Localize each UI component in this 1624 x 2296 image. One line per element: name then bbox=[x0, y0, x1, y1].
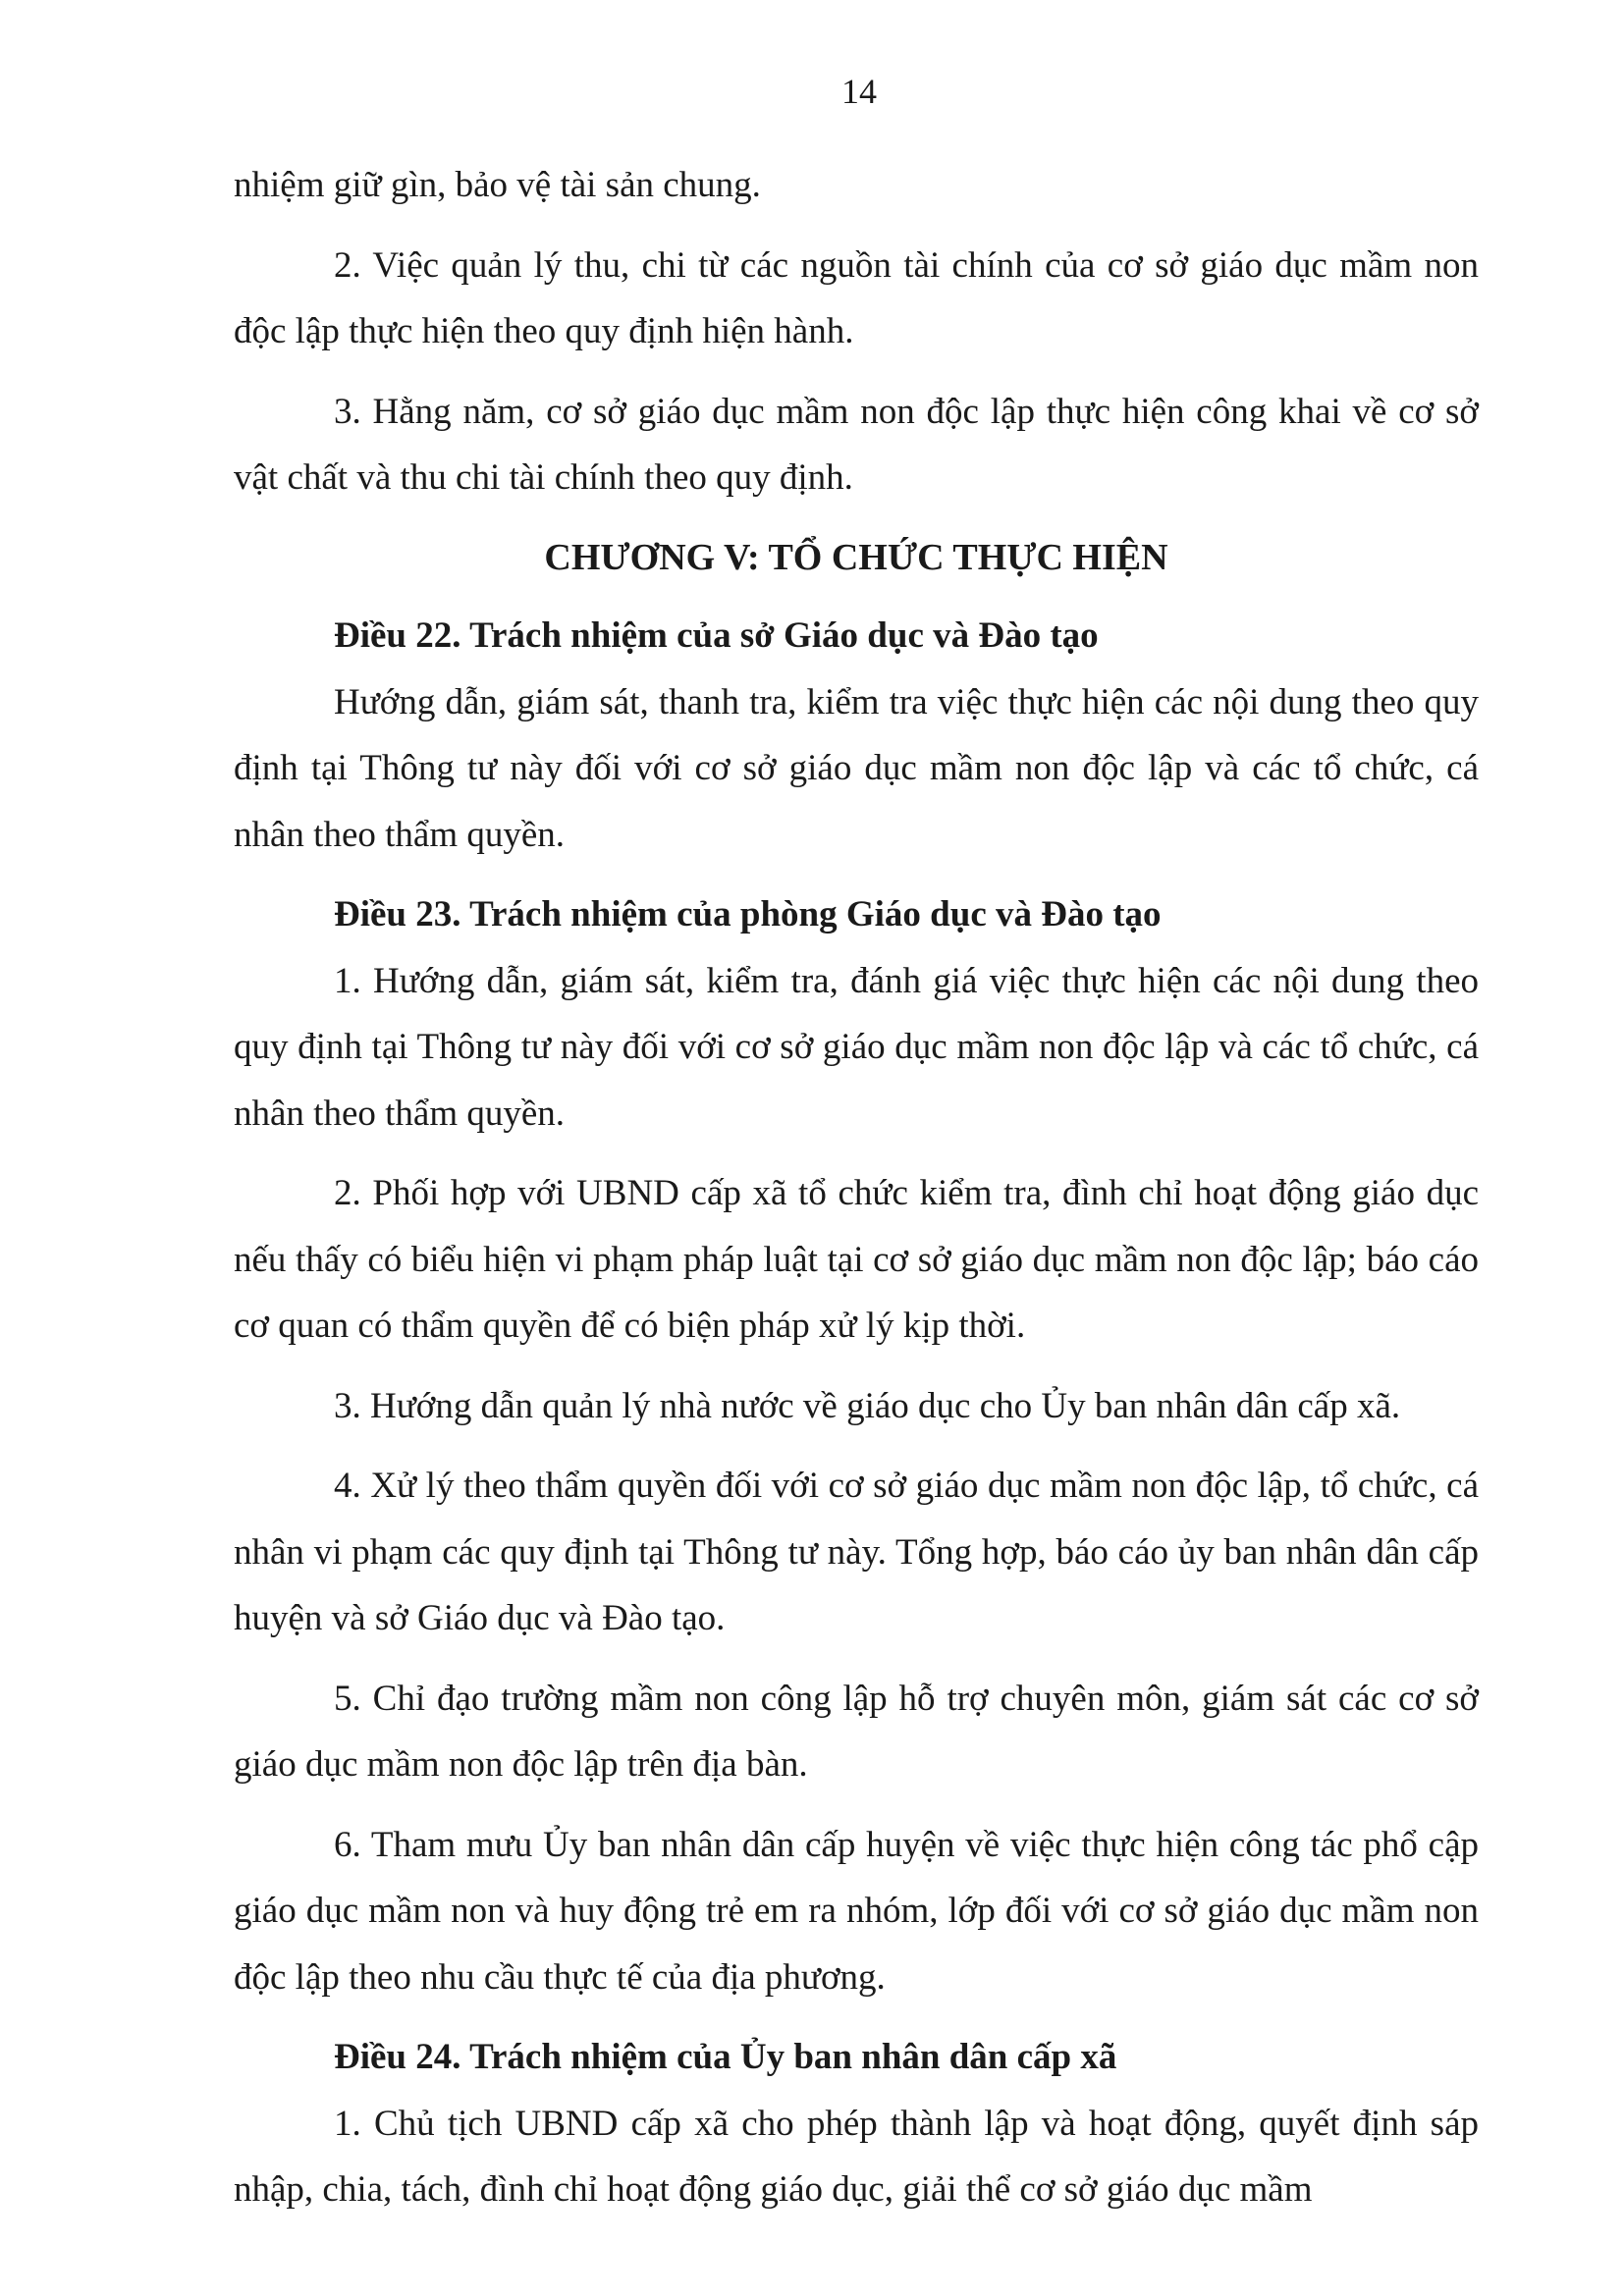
article-22-heading: Điều 22. Trách nhiệm của sở Giáo dục và Đào tạo bbox=[334, 615, 1099, 656]
chapter-title: CHƯƠNG V: TỔ CHỨC THỰC HIỆN bbox=[544, 536, 1168, 578]
paragraph-item-2: 2. Việc quản lý thu, chi từ các nguồn tài chính của cơ sở giáo dục mầm non độc lập thực hiện theo quy định hiện hành. bbox=[234, 244, 1479, 351]
paragraph-item-3: 3. Hằng năm, cơ sở giáo dục mầm non độc lập thực hiện công khai về cơ sở vật chất và thu chi tài chính theo quy định. bbox=[234, 391, 1479, 498]
article-22-body: Hướng dẫn, giám sát, thanh tra, kiểm tra việc thực hiện các nội dung theo quy định tại Thông tư này đối với cơ sở giáo dục mầm non độc lập và các tổ chức, cá nhân theo thẩm quyền. bbox=[234, 681, 1479, 855]
article-23-item-1: 1. Hướng dẫn, giám sát, kiểm tra, đánh giá việc thực hiện các nội dung theo quy định tại Thông tư này đối với cơ sở giáo dục mầm non độc lập và các tổ chức, cá nhân theo thẩm quyền. bbox=[234, 960, 1479, 1134]
document-body bbox=[234, 152, 1479, 2223]
article-23-item-6: 6. Tham mưu Ủy ban nhân dân cấp huyện về việc thực hiện công tác phổ cập giáo dục mầm non và huy động trẻ em ra nhóm, lớp đối với cơ sở giáo dục mầm non độc lập theo nhu cầu thực tế của địa phương. bbox=[234, 1824, 1479, 1998]
article-23-item-3: 3. Hướng dẫn quản lý nhà nước về giáo dục cho Ủy ban nhân dân cấp xã. bbox=[334, 1385, 1401, 1426]
article-23-item-5: 5. Chỉ đạo trường mầm non công lập hỗ trợ chuyên môn, giám sát các cơ sở giáo dục mầm non độc lập trên địa bàn. bbox=[234, 1678, 1479, 1785]
paragraph-continuation: nhiệm giữ gìn, bảo vệ tài sản chung. bbox=[234, 165, 761, 205]
page-number: 14 bbox=[841, 72, 877, 111]
article-23-item-4: 4. Xử lý theo thẩm quyền đối với cơ sở giáo dục mầm non độc lập, tổ chức, cá nhân vi phạm các quy định tại Thông tư này. Tổng hợp, báo cáo ủy ban nhân dân cấp huyện và sở Giáo dục và Đào tạo. bbox=[234, 1466, 1479, 1638]
article-24-item-1: 1. Chủ tịch UBND cấp xã cho phép thành lập và hoạt động, quyết định sáp nhập, chia, tách, đình chỉ hoạt động giáo dục, giải thể cơ sở giáo dục mầm bbox=[234, 2103, 1479, 2210]
article-24-heading: Điều 24. Trách nhiệm của Ủy ban nhân dân cấp xã bbox=[334, 2037, 1117, 2077]
article-23-item-2: 2. Phối hợp với UBND cấp xã tổ chức kiểm tra, đình chỉ hoạt động giáo dục nếu thấy có biểu hiện vi phạm pháp luật tại cơ sở giáo dục mầm non độc lập; báo cáo cơ quan có thẩm quyền để có biện pháp xử lý kịp thời. bbox=[234, 1173, 1479, 1346]
article-23-heading: Điều 23. Trách nhiệm của phòng Giáo dục và Đào tạo bbox=[334, 894, 1162, 934]
